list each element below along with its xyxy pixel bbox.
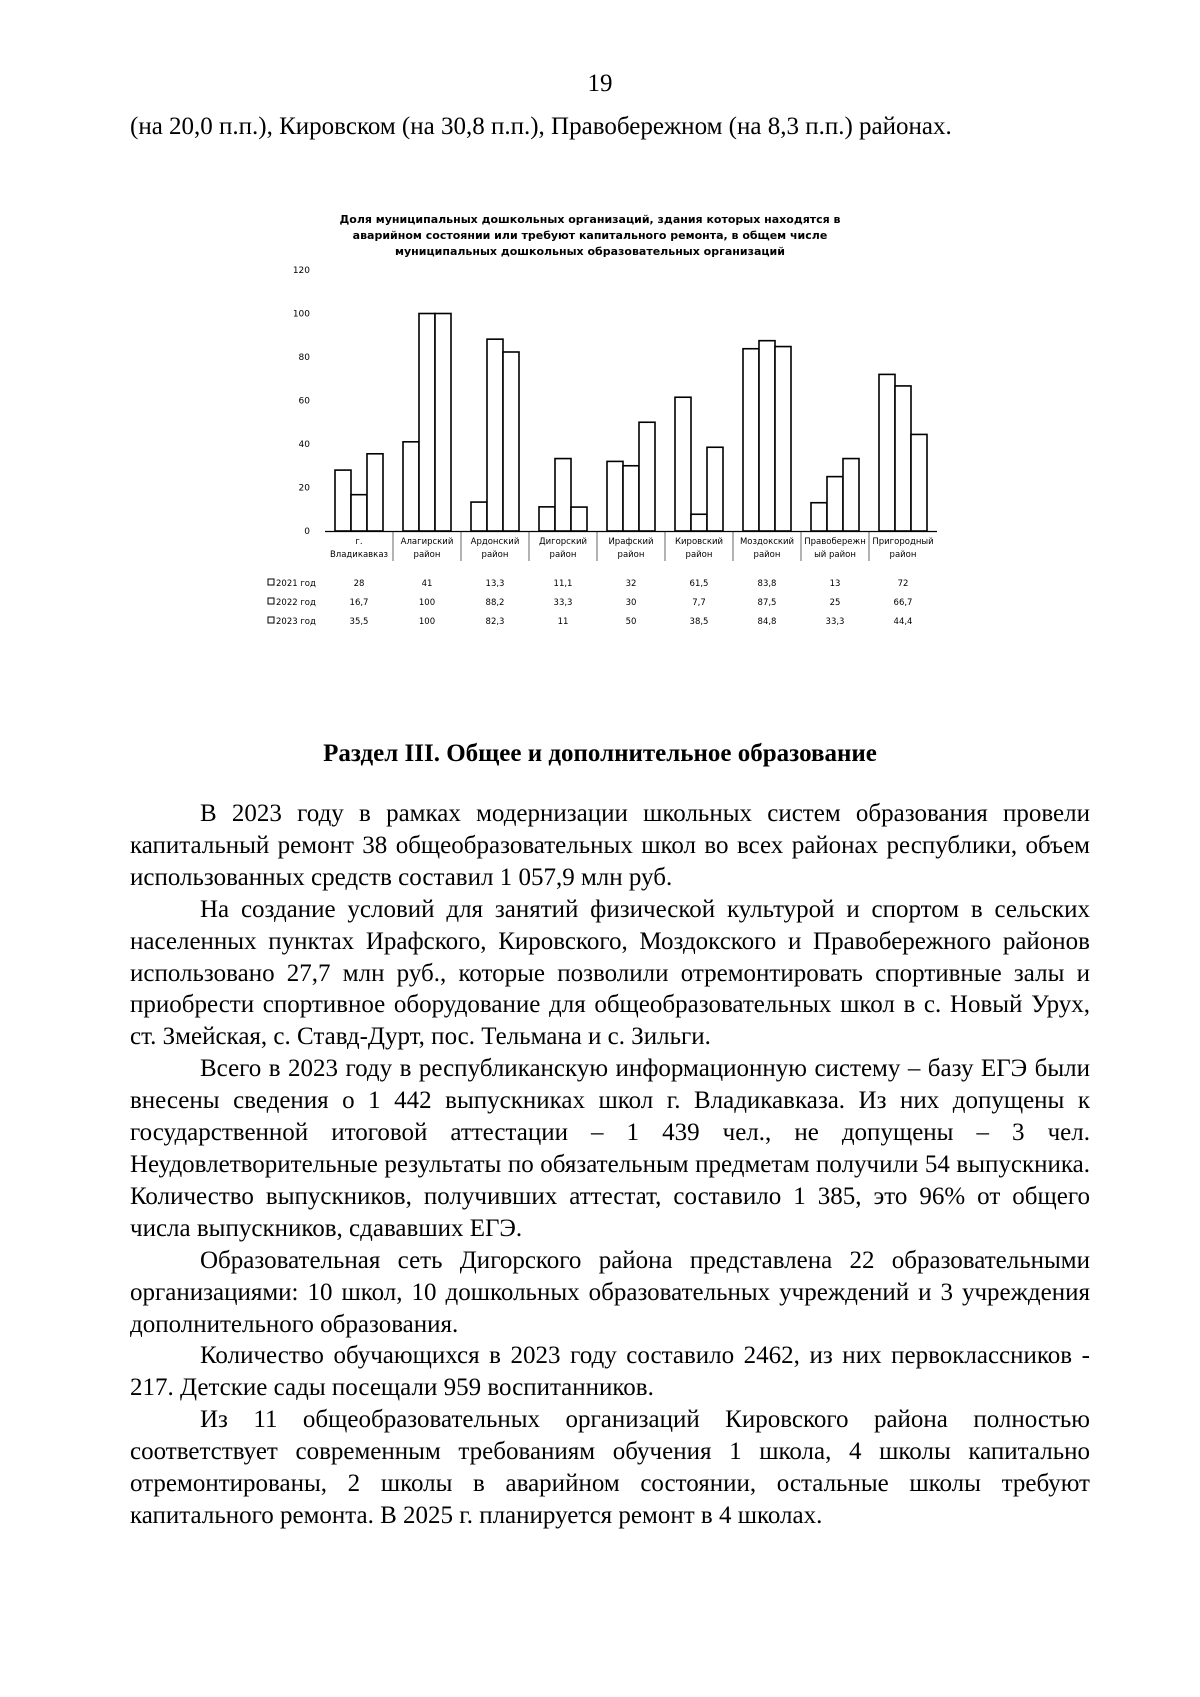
data-table-value: 82,3 (485, 617, 505, 627)
bar (487, 339, 503, 531)
bar (759, 341, 775, 531)
section-heading: Раздел III. Общее и дополнительное образование (323, 740, 877, 767)
chart-title-line: муниципальных дошкольных образовательных организаций (395, 245, 785, 258)
x-category-label: Алагирский (400, 537, 454, 547)
bar (471, 502, 487, 531)
paragraph: В 2023 году в рамках модернизации школьных систем образования провели капитальный ремонт 38 общеобразовательных школ во всех районах республики, объем использованных средств составил 1 057,9 млн руб. (130, 800, 1090, 891)
x-category-label: район (549, 550, 577, 560)
bar (571, 507, 587, 531)
x-category-label: район (889, 550, 917, 560)
data-table-value: 87,5 (757, 598, 777, 608)
data-table-value: 44,4 (893, 617, 913, 627)
bar-chart (276, 213, 1040, 685)
bar (843, 459, 859, 531)
legend-swatch (268, 598, 274, 604)
data-table-value: 100 (418, 617, 436, 627)
paragraph: На создание условий для занятий физической культурой и спортом в сельских населенных пунктах Ирафского, Кировского, Моздокского и Правобережного районов использовано 27,7 млн руб., которые позволили отремонтировать спортивные залы и приобрести спортивное оборудование для общеобразовательных школ в с. Новый Урух, ст. Змейская, с. Ставд-Дурт, пос. Тельмана и с. Зильги. (130, 895, 1090, 1051)
x-category-label: район (481, 550, 509, 560)
bar (539, 507, 555, 531)
y-tick-label: 60 (298, 396, 310, 407)
x-category-label: район (617, 550, 645, 560)
data-table-value: 61,5 (689, 579, 709, 589)
bar (335, 470, 351, 531)
data-table-value: 66,7 (893, 598, 913, 608)
data-table-value: 11,1 (553, 579, 573, 589)
body-text (130, 798, 1090, 1532)
bar (351, 495, 367, 531)
y-tick-label: 0 (304, 527, 310, 537)
chart-bars (325, 314, 937, 532)
bar (775, 347, 791, 531)
data-table-value: 88,2 (485, 598, 505, 608)
x-category-label: Правобережн (804, 537, 866, 547)
legend-entry: 2021 год (276, 579, 316, 589)
data-table-value: 84,8 (757, 617, 777, 627)
bar (811, 503, 827, 531)
x-category-label: Владикавказ (329, 550, 389, 560)
x-axis-labels (330, 531, 934, 561)
bar (367, 454, 383, 531)
data-table-value: 38,5 (689, 617, 709, 627)
data-table-value: 11 (557, 617, 569, 627)
data-table-value: 13 (829, 579, 841, 589)
y-tick-label: 80 (298, 353, 310, 363)
y-tick-label: 40 (298, 440, 310, 450)
bar (827, 477, 843, 531)
chart-title-line: Доля муниципальных дошкольных организаций, здания которых находятся в (339, 213, 841, 226)
paragraph: Образовательная сеть Дигорского района представлена 22 образовательными организациями: 10 школ, 10 дошкольных образовательных учреждений и 3 учреждения дополнительного образования. (130, 1246, 1090, 1338)
paragraph: Из 11 общеобразовательных организаций Кировского района полностью соответствует современным требованиям обучения 1 школа, 4 школы капитально отремонтированы, 2 школы в аварийном состоянии, остальные школы требуют капитального ремонта. В 2025 г. планируется ремонт в 4 школах. (130, 1406, 1090, 1529)
paragraph: Количество обучающихся в 2023 году составило 2462, из них первоклассников - 217. Детские сады посещали 959 воспитанников. (130, 1342, 1090, 1402)
x-category-label: Моздокский (739, 537, 795, 547)
chart-data-table (268, 579, 912, 627)
bar (623, 466, 639, 531)
data-table-value: 35,5 (349, 617, 369, 627)
bar (911, 434, 927, 531)
x-category-label: ый район (814, 550, 856, 560)
data-table-value: 41 (421, 579, 433, 589)
y-tick-label: 100 (292, 309, 310, 320)
bar (691, 514, 707, 531)
bar (743, 349, 759, 531)
bar (503, 352, 519, 531)
data-table-value: 72 (897, 579, 909, 589)
bar (675, 397, 691, 531)
bar (707, 447, 723, 531)
x-category-label: район (685, 550, 713, 560)
legend-entry: 2022 год (276, 598, 316, 608)
data-table-value: 13,3 (485, 579, 505, 589)
bar (419, 314, 435, 532)
data-table-value: 30 (625, 598, 637, 608)
page-number: 19 (587, 70, 613, 97)
bar (895, 386, 911, 531)
bar (639, 422, 655, 531)
bar (879, 374, 895, 531)
data-table-value: 32 (625, 579, 637, 589)
data-table-value: 28 (353, 579, 365, 589)
legend-swatch (268, 617, 274, 623)
data-table-value: 50 (625, 617, 637, 627)
x-category-label: Ирафский (608, 537, 654, 547)
paragraph: Всего в 2023 году в республиканскую информационную систему – базу ЕГЭ были внесены сведения о 1 442 выпускниках школ г. Владикавказа. Из них допущены к государственной итоговой аттестации – 1 439 чел., не допущены – 3 чел. Неудовлетворительные результаты по обязательным предметам получили 54 выпускника. Количество выпускников, получивших аттестат, составило 1 385, это 96% от общего числа выпускников, сдававших ЕГЭ. (130, 1055, 1090, 1242)
data-table-value: 100 (418, 598, 436, 608)
data-table-value: 33,3 (825, 617, 845, 627)
y-axis (293, 266, 310, 537)
x-category-label: Ардонский (470, 537, 520, 547)
x-category-label: Дигорский (538, 537, 588, 547)
bar (403, 442, 419, 531)
x-category-label: Пригородный (872, 537, 934, 547)
chart-title (339, 213, 840, 258)
intro-paragraph: (на 20,0 п.п.), Кировском (на 30,8 п.п.), Правобережном (на 8,3 п.п.) районах. (130, 113, 952, 140)
x-category-label: район (753, 550, 781, 560)
bar (607, 461, 623, 531)
data-table-value: 83,8 (757, 579, 777, 589)
data-table-value: 33,3 (553, 598, 573, 608)
data-table-value: 25 (829, 598, 841, 608)
legend-entry: 2023 год (276, 617, 316, 627)
chart-title-line: аварийном состоянии или требуют капитального ремонта, в общем числе (352, 229, 828, 242)
data-table-value: 16,7 (349, 598, 369, 608)
bar (555, 459, 571, 531)
y-tick-label: 20 (298, 483, 310, 494)
x-category-label: г. (355, 537, 363, 547)
x-category-label: Кировский (674, 537, 724, 547)
data-table-value: 7,7 (692, 598, 706, 608)
legend-swatch (268, 579, 274, 585)
bar (435, 314, 451, 532)
y-tick-label: 120 (292, 266, 310, 276)
x-category-label: район (413, 550, 441, 560)
